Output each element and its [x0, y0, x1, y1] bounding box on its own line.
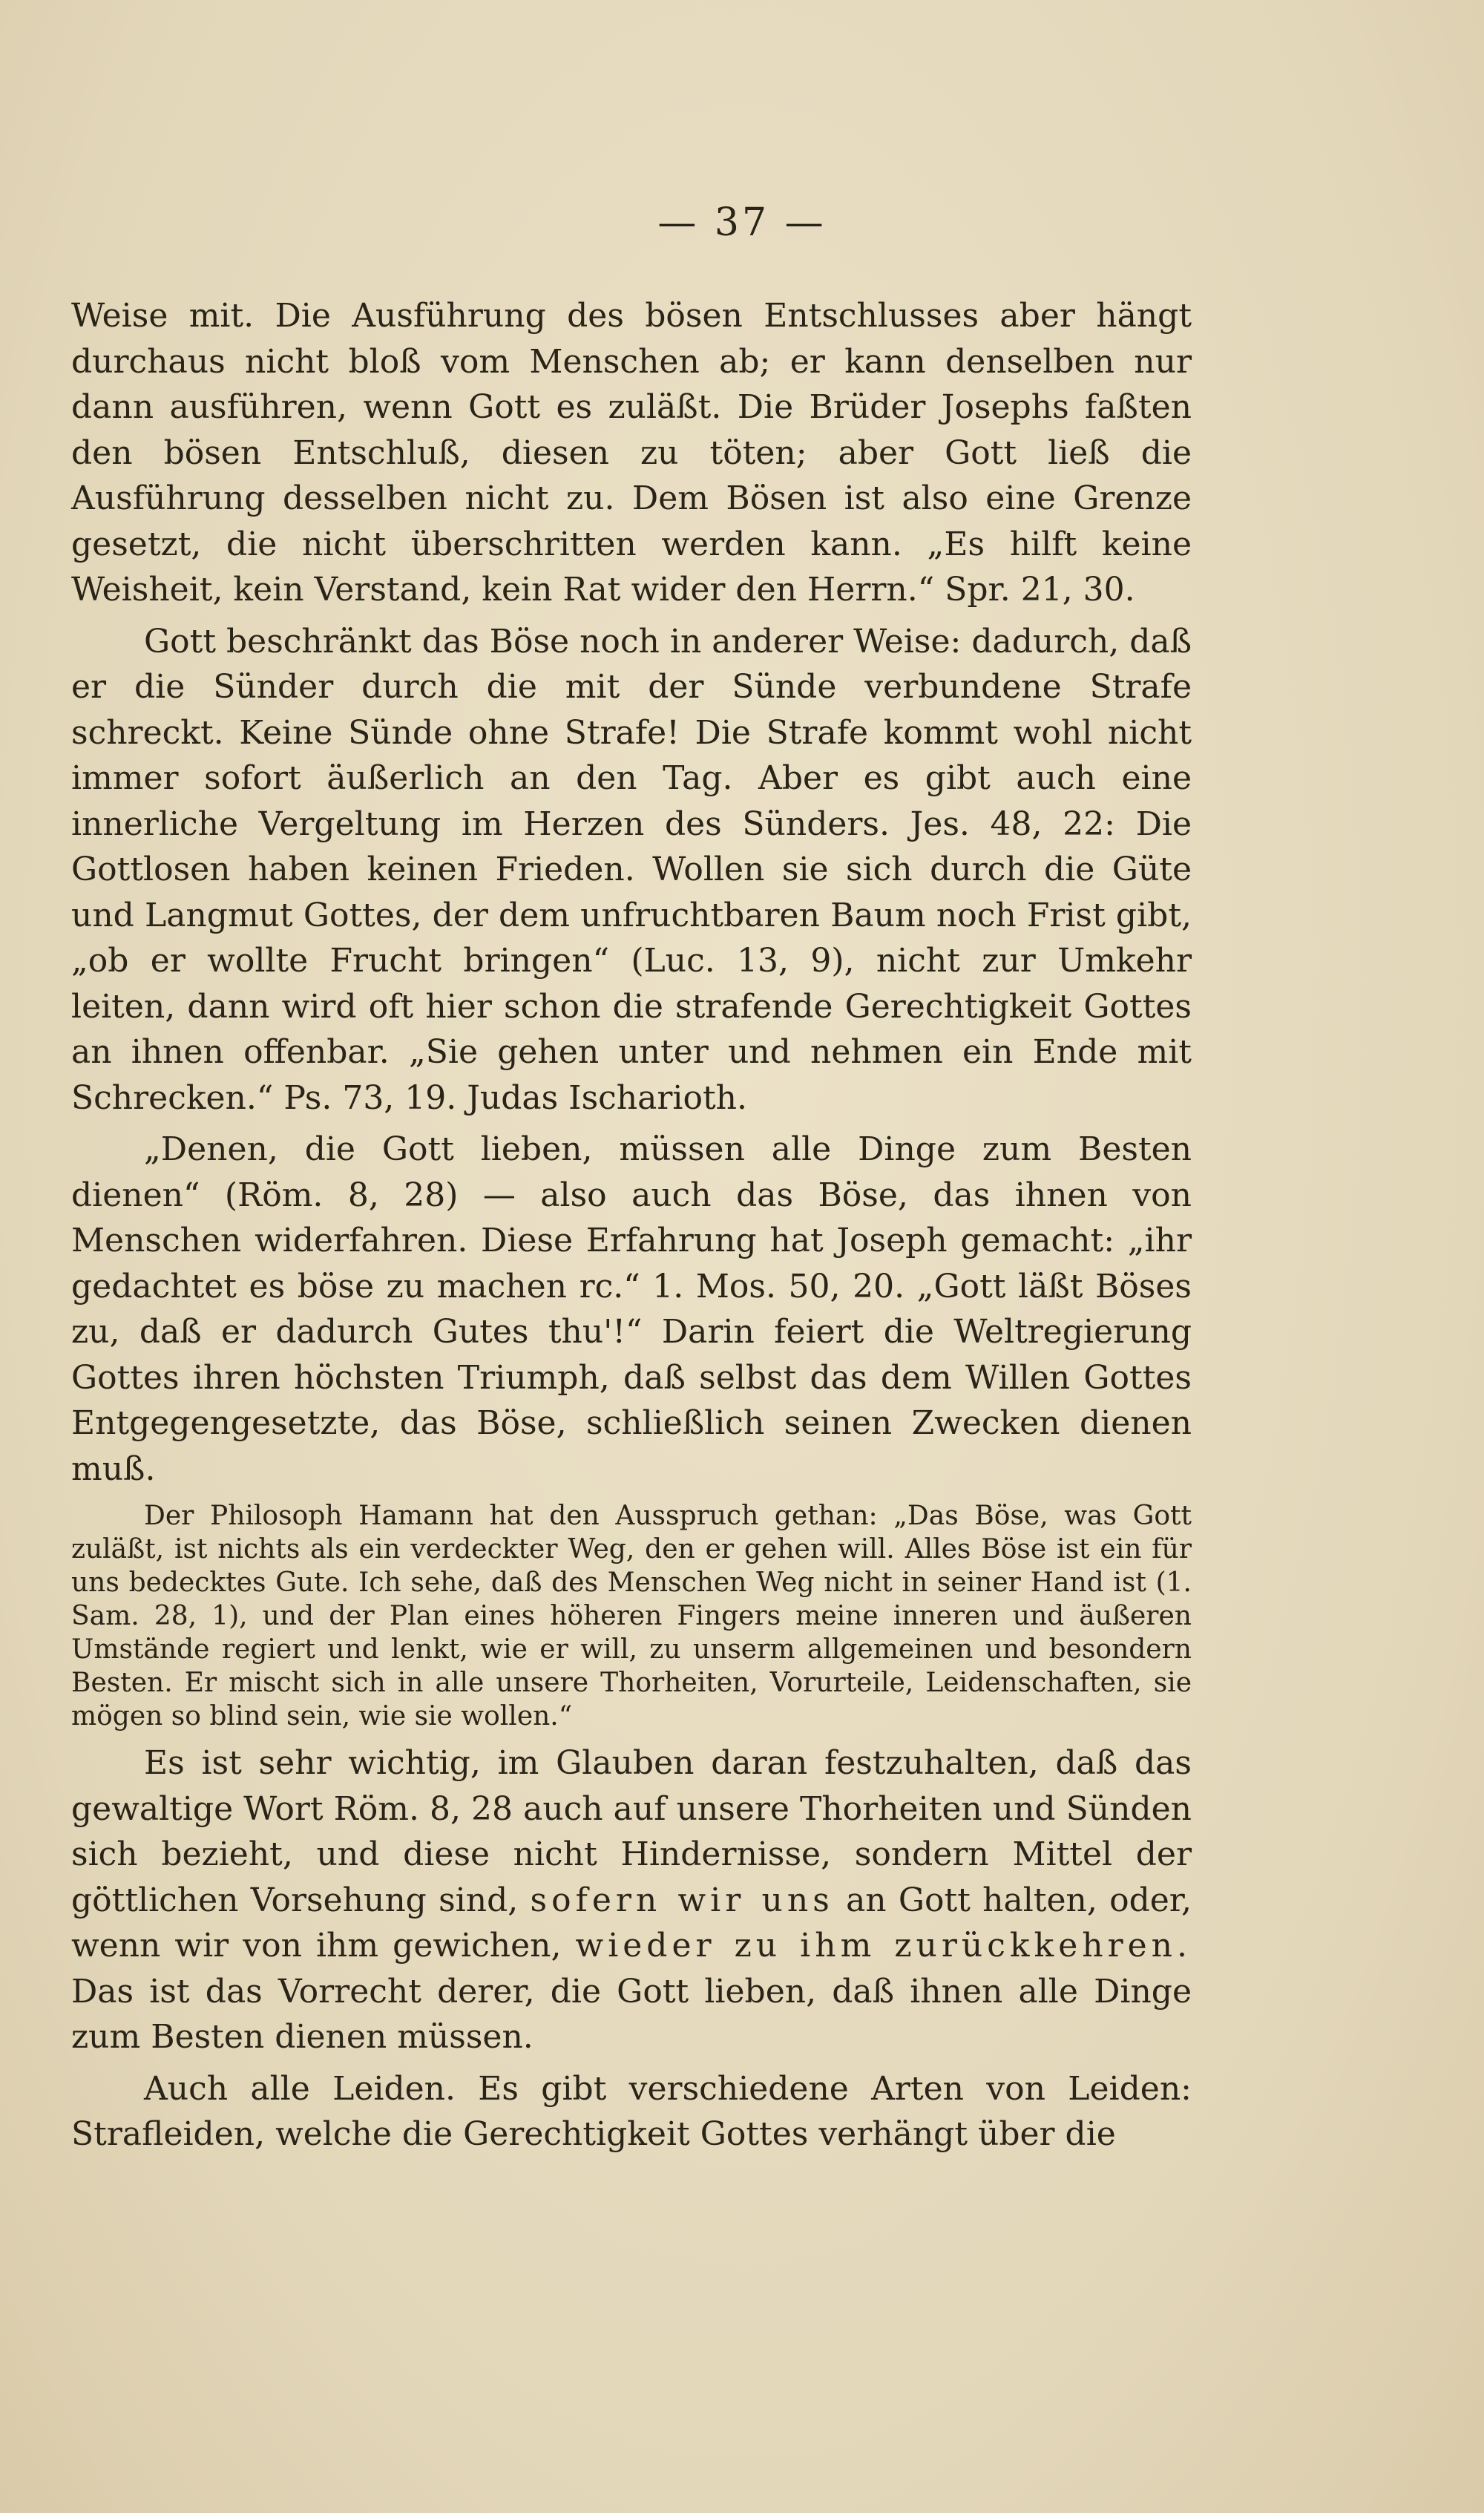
paragraph-4	[71, 1740, 1192, 2060]
paragraph-4-part-1: Es ist sehr wichtig, im Glauben daran festzuhalten, daß das gewaltige Wort Röm. 8, 28 auch auf unsere Thorheiten und Sünden sich bezieht, und diese nicht Hindernisse, sondern Mittel der göttlichen Vorsehung sind,	[71, 1744, 1192, 1919]
footnote-hamann-quote: Der Philosoph Hamann hat den Ausspruch gethan: „Das Böse, was Gott zuläßt, ist nichts als ein verdeckter Weg, den er gehen will. Alles Böse ist ein für uns bedecktes Gute. Ich sehe, daß des Menschen Weg nicht in seiner Hand ist (1. Sam. 28, 1), und der Plan eines höheren Fingers meine inneren und äußeren Umstände regiert und lenkt, wie er will, zu unserm allgemeinen und besondern Besten. Er mischt sich in alle unsere Thorheiten, Vorurteile, Leidenschaften, sie mögen so blind sein, wie sie wollen.“	[71, 1501, 1192, 1731]
paragraph-4-part-3: Das ist das Vorrecht derer, die Gott lieben, daß ihnen alle Dinge zum Besten dienen müssen.	[71, 1972, 1192, 2056]
paragraph-5: Auch alle Leiden. Es gibt verschiedene Arten von Leiden: Strafleiden, welche die Gerechtigkeit Gottes verhängt über die	[71, 2069, 1192, 2153]
body-text	[71, 293, 1192, 2157]
paragraph-4-part-2: an Gott halten, oder, wenn wir von ihm gewichen,	[71, 1881, 1192, 1965]
emphasis-wieder: wieder zu ihm zurückkehren.	[575, 1927, 1192, 1965]
paragraph-3: „Denen, die Gott lieben, müssen alle Dinge zum Besten dienen“ (Röm. 8, 28) — also auch das Böse, das ihnen von Menschen widerfahren. Diese Erfahrung hat Joseph gemacht: „ihr gedachtet es böse zu machen rc.“ 1. Mos. 50, 20. „Gott läßt Böses zu, daß er dadurch Gutes thu'!“ Darin feiert die Weltregierung Gottes ihren höchsten Triumph, daß selbst das dem Willen Gottes Entgegengesetzte, das Böse, schließlich seinen Zwecken dienen muß.	[71, 1130, 1192, 1488]
paragraph-1: Weise mit. Die Ausführung des bösen Entschlusses aber hängt durchaus nicht bloß vom Menschen ab; er kann denselben nur dann ausführen, wenn Gott es zuläßt. Die Brüder Josephs faßten den bösen Entschluß, diesen zu töten; aber Gott ließ die Ausführung desselben nicht zu. Dem Bösen ist also eine Grenze gesetzt, die nicht überschritten werden kann. „Es hilft keine Weisheit, kein Verstand, kein Rat wider den Herrn.“ Spr. 21, 30.	[71, 297, 1192, 609]
page-number: — 37 —	[657, 200, 827, 245]
paragraph-2: Gott beschränkt das Böse noch in anderer Weise: dadurch, daß er die Sünder durch die mit der Sünde verbundene Strafe schreckt. Keine Sünde ohne Strafe! Die Strafe kommt wohl nicht immer sofort äußerlich an den Tag. Aber es gibt auch eine innerliche Vergeltung im Herzen des Sünders. Jes. 48, 22: Die Gottlosen haben keinen Frieden. Wollen sie sich durch die Güte und Langmut Gottes, der dem unfruchtbaren Baum noch Frist gibt, „ob er wollte Frucht bringen“ (Luc. 13, 9), nicht zur Umkehr leiten, dann wird oft hier schon die strafende Gerechtigkeit Gottes an ihnen offenbar. „Sie gehen unter und nehmen ein Ende mit Schrecken.“ Ps. 73, 19. Judas Ischarioth.	[71, 622, 1192, 1117]
emphasis-sofern: sofern wir uns	[530, 1881, 834, 1919]
